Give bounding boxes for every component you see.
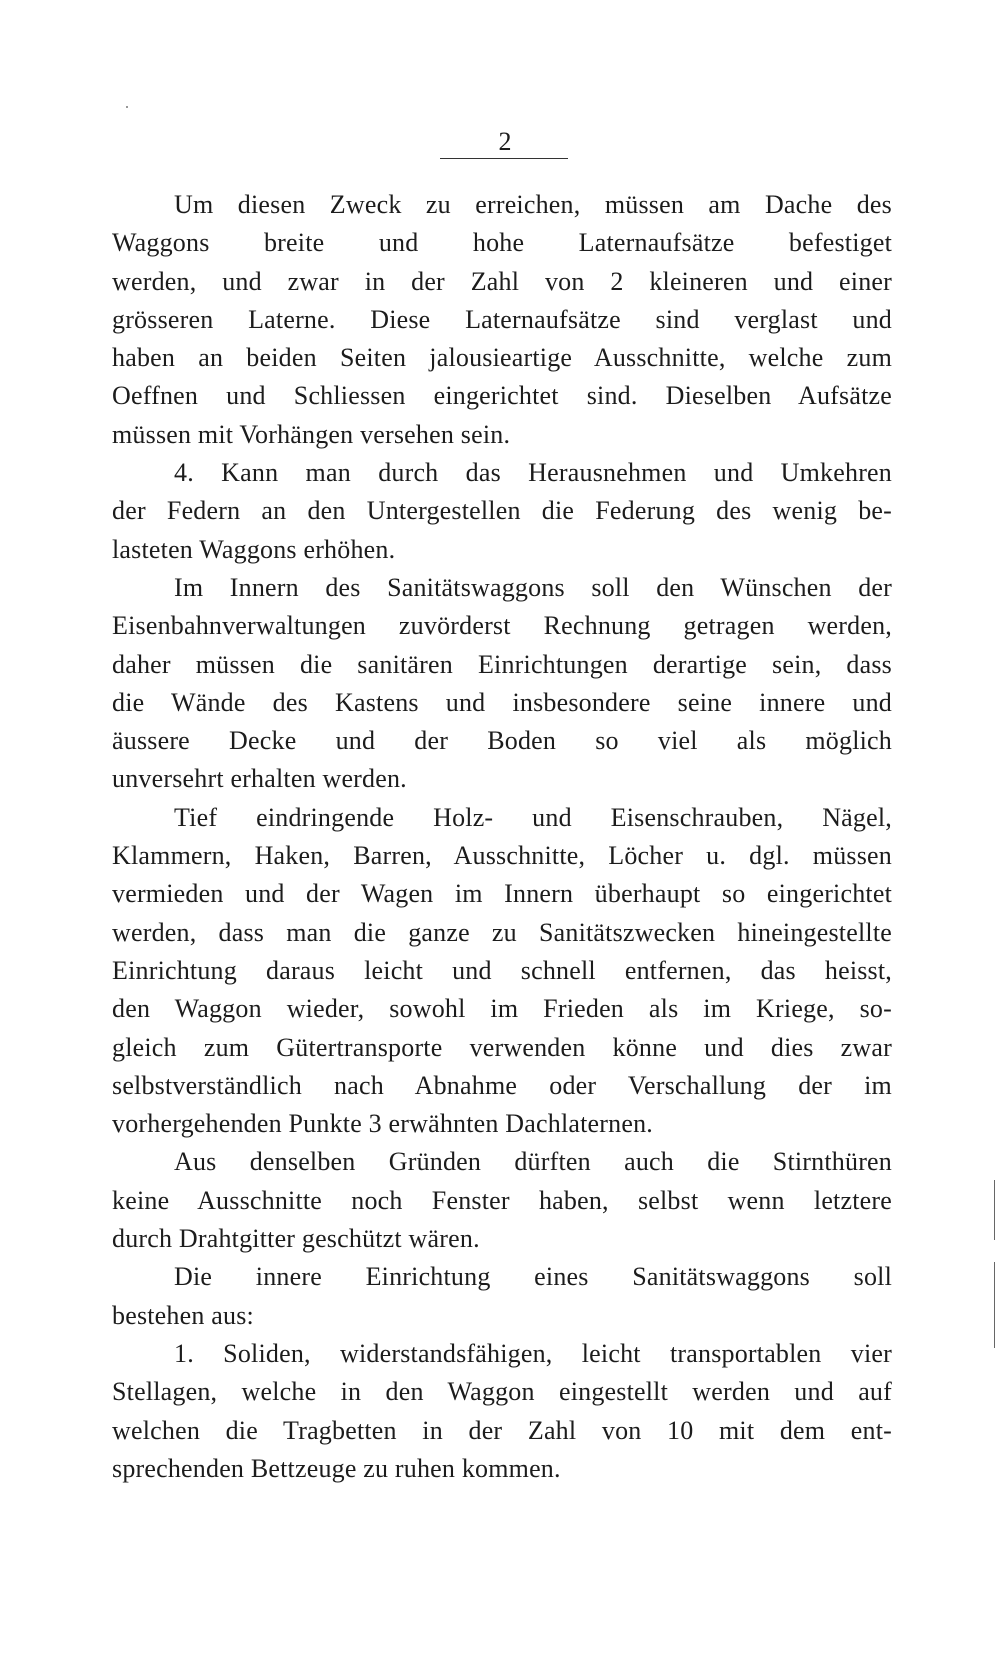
text-line: Oeffnen und Schliessen eingerichtet sind. Dieselben Aufsätze [112, 381, 892, 411]
text-line: selbstverständlich nach Abnahme oder Verschallung der im [112, 1070, 892, 1100]
text-line: Eisenbahnverwaltungen zuvörderst Rechnung getragen werden, [112, 611, 892, 641]
body-text [112, 186, 892, 1488]
text-line: Waggons breite und hohe Laternaufsätze befestiget [112, 228, 892, 258]
text-line: Um diesen Zweck zu erreichen, müssen am Dache des [174, 190, 892, 219]
page-number-rule [440, 158, 568, 159]
text-line: Klammern, Haken, Barren, Ausschnitte, Löcher u. dgl. müssen [112, 841, 892, 871]
text-line: Im Innern des Sanitätswaggons soll den Wünschen der [174, 572, 892, 602]
text-line: 4. Kann man durch das Herausnehmen und Umkehren [174, 458, 892, 488]
text-line: werden, und zwar in der Zahl von 2 kleineren und einer [112, 266, 892, 296]
text-line: haben an beiden Seiten jalousieartige Ausschnitte, welche zum [112, 343, 892, 373]
text-line: Einrichtung daraus leicht und schnell entfernen, das heisst, [112, 955, 892, 985]
text-line: vorhergehenden Punkte 3 erwähnten Dachlaternen. [112, 1109, 653, 1139]
text-line: lasteten Waggons erhöhen. [112, 534, 396, 564]
text-line: der Federn an den Untergestellen die Federung des wenig be- [112, 496, 892, 526]
page-number: 2 [498, 127, 512, 156]
text-line: Die innere Einrichtung eines Sanitätswaggons soll [174, 1262, 892, 1292]
text-line: Aus denselben Gründen dürften auch die Stirnthüren [174, 1147, 892, 1177]
text-line: die Wände des Kastens und insbesondere seine innere und [112, 687, 892, 717]
text-line: sprechenden Bettzeuge zu ruhen kommen. [112, 1453, 561, 1483]
text-line: 1. Soliden, widerstandsfähigen, leicht transportablen vier [174, 1338, 892, 1368]
text-line: vermieden und der Wagen im Innern überhaupt so eingerichtet [112, 879, 892, 909]
text-line: grösseren Laterne. Diese Laternaufsätze sind verglast und [112, 304, 892, 334]
text-line: Stellagen, welche in den Waggon eingestellt werden und auf [112, 1377, 892, 1407]
text-line: werden, dass man die ganze zu Sanitätszwecken hineingestellte [112, 917, 892, 947]
text-line: unversehrt erhalten werden. [112, 764, 407, 794]
scan-speck [126, 106, 128, 108]
text-line: äussere Decke und der Boden so viel als möglich [112, 726, 892, 756]
text-line: gleich zum Gütertransporte verwenden könne und dies zwar [112, 1032, 892, 1062]
text-line: Tief eindringende Holz- und Eisenschrauben, Nägel, [174, 802, 892, 832]
text-line: den Waggon wieder, sowohl im Frieden als im Kriege, so- [112, 994, 892, 1024]
text-line: bestehen aus: [112, 1300, 254, 1330]
scan-edge-mark [994, 1262, 995, 1348]
text-line: keine Ausschnitte noch Fenster haben, selbst wenn letztere [112, 1185, 892, 1215]
text-line: daher müssen die sanitären Einrichtungen derartige sein, dass [112, 649, 892, 679]
scan-edge-mark [994, 1180, 995, 1240]
text-line: durch Drahtgitter geschützt wären. [112, 1224, 480, 1254]
text-line: müssen mit Vorhängen versehen sein. [112, 419, 511, 449]
page-header [440, 128, 570, 156]
text-line: welchen die Tragbetten in der Zahl von 10 mit dem ent- [112, 1415, 892, 1445]
